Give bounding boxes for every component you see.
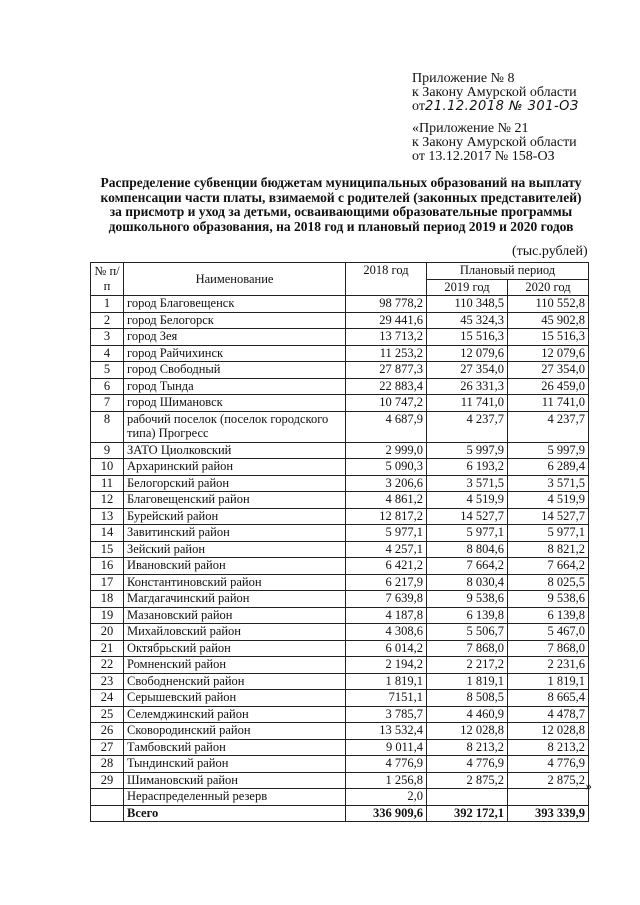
row-number: 6 — [91, 378, 124, 395]
row-number: 8 — [91, 411, 124, 442]
row-value-2019: 7 868,0 — [427, 640, 508, 657]
row-value-2019: 4 776,9 — [427, 756, 508, 773]
table-row — [91, 591, 589, 608]
reserve-value-2018: 2,0 — [346, 789, 427, 806]
row-value-2020: 110 552,8 — [508, 296, 589, 313]
row-name: город Шимановск — [124, 395, 346, 412]
row-value-2019: 5 977,1 — [427, 525, 508, 542]
row-number: 3 — [91, 329, 124, 346]
row-number: 26 — [91, 723, 124, 740]
row-value-2018: 7151,1 — [346, 690, 427, 707]
row-name: Магдагачинский район — [124, 591, 346, 608]
row-value-2018: 13 532,4 — [346, 723, 427, 740]
table-row — [91, 772, 589, 789]
table-row — [91, 345, 589, 362]
row-value-2019: 2 875,2 — [427, 772, 508, 789]
row-name: Зейский район — [124, 541, 346, 558]
row-number: 11 — [91, 475, 124, 492]
row-value-2018: 9 011,4 — [346, 739, 427, 756]
row-value-2019: 26 331,3 — [427, 378, 508, 395]
row-number: 13 — [91, 508, 124, 525]
row-value-2020: 45 902,8 — [508, 312, 589, 329]
row-value-2019: 3 571,5 — [427, 475, 508, 492]
handwritten-date: 21.12.2018 № 301-ОЗ — [424, 99, 579, 114]
row-value-2018: 6 217,9 — [346, 574, 427, 591]
prev-appendix-number: «Приложение № 21 — [412, 121, 529, 136]
row-number: 14 — [91, 525, 124, 542]
law-reference: к Закону Амурской области — [412, 85, 577, 100]
row-number: 7 — [91, 395, 124, 412]
row-value-2018: 13 713,2 — [346, 329, 427, 346]
row-name: рабочий поселок (поселок городского типа) Прогресс — [124, 411, 346, 442]
row-number: 9 — [91, 442, 124, 459]
table-row — [91, 411, 589, 442]
row-number: 4 — [91, 345, 124, 362]
total-value-2018: 336 909,6 — [346, 805, 427, 822]
row-value-2020: 4 237,7 — [508, 411, 589, 442]
table-row — [91, 624, 589, 641]
row-value-2019: 4 460,9 — [427, 706, 508, 723]
row-name: Благовещенский район — [124, 492, 346, 509]
reserve-value-2019 — [427, 789, 508, 806]
row-value-2020: 8 821,2 — [508, 541, 589, 558]
row-name: Селемджинский район — [124, 706, 346, 723]
table-row — [91, 378, 589, 395]
row-value-2019: 6 139,8 — [427, 607, 508, 624]
row-name: Константиновский район — [124, 574, 346, 591]
row-number: 15 — [91, 541, 124, 558]
row-value-2019: 9 538,6 — [427, 591, 508, 608]
row-value-2020: 2 875,2 — [508, 772, 589, 789]
table-row — [91, 296, 589, 313]
row-name: Сковородинский район — [124, 723, 346, 740]
row-value-2020: 6 289,4 — [508, 459, 589, 476]
row-value-2018: 4 687,9 — [346, 411, 427, 442]
row-name: Архаринский район — [124, 459, 346, 476]
table-row — [91, 541, 589, 558]
row-value-2020: 6 139,8 — [508, 607, 589, 624]
row-value-2018: 4 861,2 — [346, 492, 427, 509]
row-value-2019: 45 324,3 — [427, 312, 508, 329]
row-value-2019: 11 741,0 — [427, 395, 508, 412]
table-row — [91, 739, 589, 756]
row-value-2018: 12 817,2 — [346, 508, 427, 525]
row-name: Ромненский район — [124, 657, 346, 674]
table-row — [91, 329, 589, 346]
table-row — [91, 657, 589, 674]
row-value-2019: 12 079,6 — [427, 345, 508, 362]
col-name-header: Наименование — [124, 263, 346, 296]
row-value-2018: 5 977,1 — [346, 525, 427, 542]
row-value-2018: 10 747,2 — [346, 395, 427, 412]
row-value-2019: 8 804,6 — [427, 541, 508, 558]
appendix-number: Приложение № 8 — [412, 71, 515, 86]
from-prefix: от — [412, 99, 425, 114]
row-value-2018: 6 014,2 — [346, 640, 427, 657]
row-value-2018: 7 639,8 — [346, 591, 427, 608]
row-value-2018: 2 999,0 — [346, 442, 427, 459]
row-number: 10 — [91, 459, 124, 476]
row-value-2020: 26 459,0 — [508, 378, 589, 395]
row-name: город Свободный — [124, 362, 346, 379]
row-value-2018: 4 308,6 — [346, 624, 427, 641]
row-number: 20 — [91, 624, 124, 641]
row-number: 17 — [91, 574, 124, 591]
row-value-2019: 8 213,2 — [427, 739, 508, 756]
table-row — [91, 558, 589, 575]
row-value-2020: 5 977,1 — [508, 525, 589, 542]
row-value-2018: 6 421,2 — [346, 558, 427, 575]
row-name: Завитинский район — [124, 525, 346, 542]
row-value-2018: 3 785,7 — [346, 706, 427, 723]
row-name: Тамбовский район — [124, 739, 346, 756]
law-date-line — [412, 100, 579, 114]
row-name: Серышевский район — [124, 690, 346, 707]
row-number: 19 — [91, 607, 124, 624]
row-value-2018: 4 187,8 — [346, 607, 427, 624]
table-row — [91, 459, 589, 476]
row-number: 25 — [91, 706, 124, 723]
table-row — [91, 395, 589, 412]
row-value-2018: 22 883,4 — [346, 378, 427, 395]
row-number: 16 — [91, 558, 124, 575]
row-name: город Благовещенск — [124, 296, 346, 313]
row-value-2019: 8 030,4 — [427, 574, 508, 591]
total-row — [91, 805, 589, 822]
row-value-2019: 4 237,7 — [427, 411, 508, 442]
table-row — [91, 508, 589, 525]
reserve-row — [91, 789, 589, 806]
row-value-2020: 2 231,6 — [508, 657, 589, 674]
table-row — [91, 756, 589, 773]
table-row — [91, 492, 589, 509]
row-name: Ивановский район — [124, 558, 346, 575]
row-number: 1 — [91, 296, 124, 313]
row-name: город Белогорск — [124, 312, 346, 329]
row-number: 29 — [91, 772, 124, 789]
col-2020-header: 2020 год — [508, 279, 589, 296]
row-value-2020: 1 819,1 — [508, 673, 589, 690]
row-name: город Тында — [124, 378, 346, 395]
row-value-2018: 29 441,6 — [346, 312, 427, 329]
document-title: Распределение субвенции бюджетам муниципальных образований на выплату компенсации части платы, взимаемой с родителей (законных представителей) за присмотр и уход за детьми, осваивающими образовательные программы дошкольного образования, на 2018 год и плановый период 2019 и 2020 годов — [100, 175, 582, 234]
prev-law-date: от 13.12.2017 № 158-ОЗ — [412, 149, 555, 164]
row-value-2019: 7 664,2 — [427, 558, 508, 575]
table-row — [91, 706, 589, 723]
row-number: 28 — [91, 756, 124, 773]
row-value-2020: 12 028,8 — [508, 723, 589, 740]
row-value-2019: 4 519,9 — [427, 492, 508, 509]
prev-law-reference: к Закону Амурской области — [412, 135, 577, 150]
row-value-2019: 1 819,1 — [427, 673, 508, 690]
table-row — [91, 442, 589, 459]
row-value-2020: 4 776,9 — [508, 756, 589, 773]
row-value-2018: 3 206,6 — [346, 475, 427, 492]
col-plan-header: Плановый период — [427, 263, 589, 280]
col-2018-header: 2018 год — [346, 263, 427, 296]
total-name: Всего — [124, 805, 346, 822]
row-value-2018: 1 819,1 — [346, 673, 427, 690]
table-row — [91, 673, 589, 690]
table-row — [91, 312, 589, 329]
table-row — [91, 607, 589, 624]
row-value-2019: 12 028,8 — [427, 723, 508, 740]
row-number: 2 — [91, 312, 124, 329]
row-number: 27 — [91, 739, 124, 756]
row-number: 5 — [91, 362, 124, 379]
row-value-2019: 14 527,7 — [427, 508, 508, 525]
row-value-2020: 5 997,9 — [508, 442, 589, 459]
row-value-2018: 27 877,3 — [346, 362, 427, 379]
row-value-2020: 4 519,9 — [508, 492, 589, 509]
row-value-2018: 98 778,2 — [346, 296, 427, 313]
row-value-2019: 8 508,5 — [427, 690, 508, 707]
row-value-2019: 15 516,3 — [427, 329, 508, 346]
table-row — [91, 362, 589, 379]
row-name: Шимановский район — [124, 772, 346, 789]
row-value-2020: 5 467,0 — [508, 624, 589, 641]
total-number — [91, 805, 124, 822]
row-value-2018: 4 776,9 — [346, 756, 427, 773]
row-name: Михайловский район — [124, 624, 346, 641]
row-name: город Зея — [124, 329, 346, 346]
table-row — [91, 475, 589, 492]
row-number: 18 — [91, 591, 124, 608]
row-name: ЗАТО Циолковский — [124, 442, 346, 459]
row-name: Свободненский район — [124, 673, 346, 690]
table-row — [91, 574, 589, 591]
row-value-2018: 4 257,1 — [346, 541, 427, 558]
row-number: 12 — [91, 492, 124, 509]
table-row — [91, 723, 589, 740]
col-2019-header: 2019 год — [427, 279, 508, 296]
row-value-2019: 27 354,0 — [427, 362, 508, 379]
row-number: 21 — [91, 640, 124, 657]
table-row — [91, 690, 589, 707]
row-value-2018: 1 256,8 — [346, 772, 427, 789]
row-value-2020: 7 664,2 — [508, 558, 589, 575]
row-value-2019: 5 506,7 — [427, 624, 508, 641]
row-value-2018: 11 253,2 — [346, 345, 427, 362]
row-name: Октябрьский район — [124, 640, 346, 657]
row-name: город Райчихинск — [124, 345, 346, 362]
row-name: Бурейский район — [124, 508, 346, 525]
reserve-value-2020 — [508, 789, 589, 806]
distribution-table — [90, 262, 589, 822]
row-value-2020: 4 478,7 — [508, 706, 589, 723]
units-label: (тыс.рублей) — [512, 244, 588, 259]
table-body — [91, 296, 589, 822]
row-value-2020: 7 868,0 — [508, 640, 589, 657]
row-value-2019: 2 217,2 — [427, 657, 508, 674]
reserve-name: Нераспределенный резерв — [124, 789, 346, 806]
row-value-2020: 12 079,6 — [508, 345, 589, 362]
total-value-2020: 393 339,9 — [508, 805, 589, 822]
row-value-2020: 27 354,0 — [508, 362, 589, 379]
row-number: 23 — [91, 673, 124, 690]
row-name: Тындинский район — [124, 756, 346, 773]
row-number: 22 — [91, 657, 124, 674]
table-row — [91, 640, 589, 657]
row-value-2020: 11 741,0 — [508, 395, 589, 412]
row-value-2019: 110 348,5 — [427, 296, 508, 313]
row-number: 24 — [91, 690, 124, 707]
row-value-2020: 8 665,4 — [508, 690, 589, 707]
row-value-2018: 5 090,3 — [346, 459, 427, 476]
row-value-2020: 9 538,6 — [508, 591, 589, 608]
row-value-2019: 6 193,2 — [427, 459, 508, 476]
row-value-2020: 8 025,5 — [508, 574, 589, 591]
table-row — [91, 525, 589, 542]
row-name: Белогорский район — [124, 475, 346, 492]
row-value-2020: 15 516,3 — [508, 329, 589, 346]
col-number-header: № п/п — [91, 263, 124, 296]
reserve-number — [91, 789, 124, 806]
closing-quote: » — [585, 778, 592, 793]
row-value-2019: 5 997,9 — [427, 442, 508, 459]
total-value-2019: 392 172,1 — [427, 805, 508, 822]
row-name: Мазановский район — [124, 607, 346, 624]
row-value-2020: 3 571,5 — [508, 475, 589, 492]
row-value-2020: 14 527,7 — [508, 508, 589, 525]
row-value-2020: 8 213,2 — [508, 739, 589, 756]
row-value-2018: 2 194,2 — [346, 657, 427, 674]
